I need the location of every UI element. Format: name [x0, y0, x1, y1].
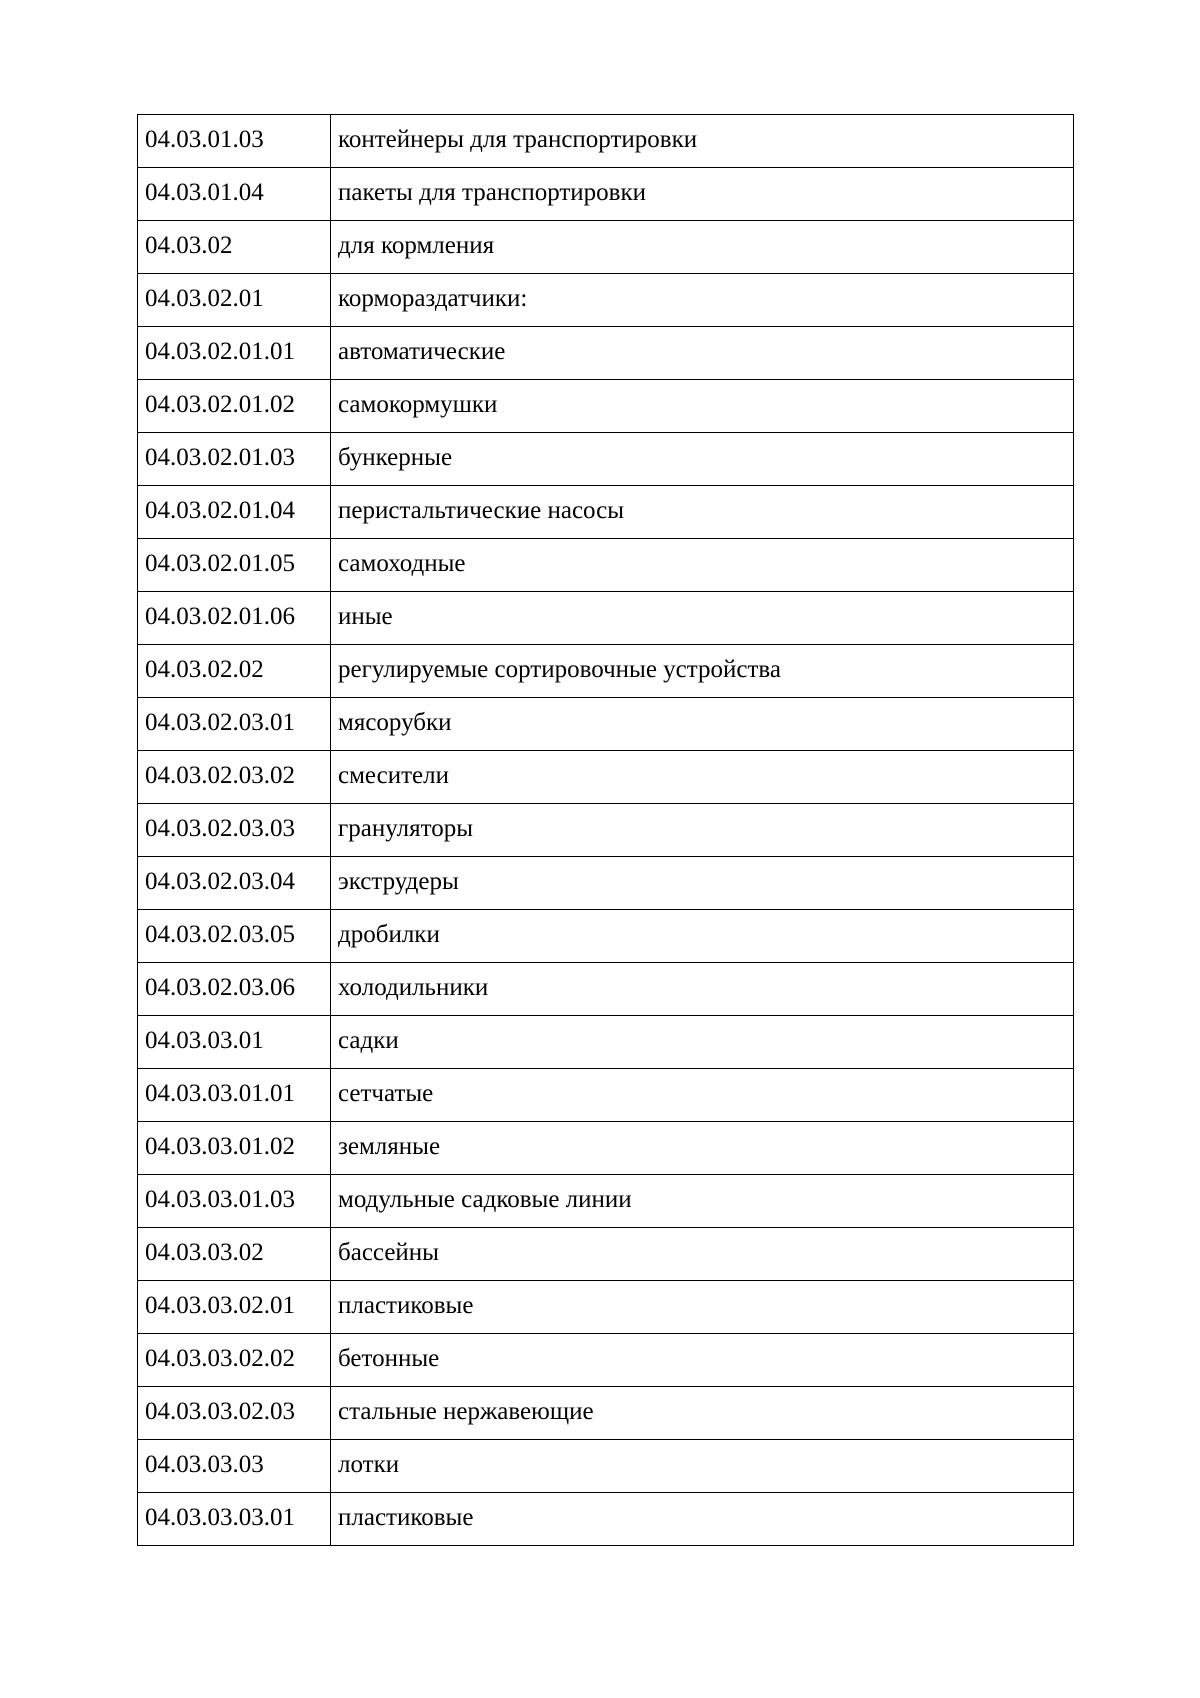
table-row — [138, 168, 1074, 221]
table-row — [138, 1069, 1074, 1122]
name-cell: садки — [331, 1016, 1074, 1069]
code-cell: 04.03.02.03.06 — [138, 963, 331, 1016]
name-cell: контейнеры для транспортировки — [331, 115, 1074, 168]
name-cell: экструдеры — [331, 857, 1074, 910]
table-row — [138, 804, 1074, 857]
code-cell: 04.03.02.03.02 — [138, 751, 331, 804]
table-row — [138, 327, 1074, 380]
name-cell: бетонные — [331, 1334, 1074, 1387]
code-cell: 04.03.03.03.01 — [138, 1493, 331, 1546]
table-row — [138, 539, 1074, 592]
name-cell: для кормления — [331, 221, 1074, 274]
code-cell: 04.03.02.01.01 — [138, 327, 331, 380]
table-row — [138, 645, 1074, 698]
name-cell: стальные нержавеющие — [331, 1387, 1074, 1440]
name-cell: бассейны — [331, 1228, 1074, 1281]
name-cell: сетчатые — [331, 1069, 1074, 1122]
table-row — [138, 1281, 1074, 1334]
code-cell: 04.03.03.02.01 — [138, 1281, 331, 1334]
code-cell: 04.03.02.01.06 — [138, 592, 331, 645]
code-cell: 04.03.02.01.02 — [138, 380, 331, 433]
name-cell: модульные садковые линии — [331, 1175, 1074, 1228]
code-cell: 04.03.02.01 — [138, 274, 331, 327]
classifier-table — [137, 114, 1074, 1546]
code-cell: 04.03.02.01.05 — [138, 539, 331, 592]
name-cell: дробилки — [331, 910, 1074, 963]
table-row — [138, 592, 1074, 645]
code-cell: 04.03.02.03.01 — [138, 698, 331, 751]
code-cell: 04.03.02.03.04 — [138, 857, 331, 910]
name-cell: самоходные — [331, 539, 1074, 592]
name-cell: перистальтические насосы — [331, 486, 1074, 539]
table-row — [138, 751, 1074, 804]
table-row — [138, 963, 1074, 1016]
table-row — [138, 1387, 1074, 1440]
code-cell: 04.03.03.01.02 — [138, 1122, 331, 1175]
name-cell: лотки — [331, 1440, 1074, 1493]
table-row — [138, 1122, 1074, 1175]
code-cell: 04.03.03.03 — [138, 1440, 331, 1493]
table-row — [138, 1228, 1074, 1281]
table-row — [138, 274, 1074, 327]
name-cell: пластиковые — [331, 1493, 1074, 1546]
table-row — [138, 380, 1074, 433]
name-cell: автоматические — [331, 327, 1074, 380]
table-row — [138, 1493, 1074, 1546]
code-cell: 04.03.02.01.03 — [138, 433, 331, 486]
table-row — [138, 115, 1074, 168]
table-row — [138, 486, 1074, 539]
code-cell: 04.03.02 — [138, 221, 331, 274]
table-row — [138, 1016, 1074, 1069]
table-row — [138, 221, 1074, 274]
table-row — [138, 698, 1074, 751]
classifier-table-body — [138, 115, 1074, 1546]
code-cell: 04.03.03.02.03 — [138, 1387, 331, 1440]
name-cell: земляные — [331, 1122, 1074, 1175]
name-cell: кормораздатчики: — [331, 274, 1074, 327]
code-cell: 04.03.03.02 — [138, 1228, 331, 1281]
table-row — [138, 1334, 1074, 1387]
name-cell: пакеты для транспортировки — [331, 168, 1074, 221]
code-cell: 04.03.03.01.03 — [138, 1175, 331, 1228]
code-cell: 04.03.03.01 — [138, 1016, 331, 1069]
name-cell: пластиковые — [331, 1281, 1074, 1334]
name-cell: регулируемые сортировочные устройства — [331, 645, 1074, 698]
table-row — [138, 433, 1074, 486]
code-cell: 04.03.02.01.04 — [138, 486, 331, 539]
code-cell: 04.03.01.04 — [138, 168, 331, 221]
code-cell: 04.03.01.03 — [138, 115, 331, 168]
name-cell: смесители — [331, 751, 1074, 804]
name-cell: бункерные — [331, 433, 1074, 486]
name-cell: холодильники — [331, 963, 1074, 1016]
name-cell: самокормушки — [331, 380, 1074, 433]
table-row — [138, 910, 1074, 963]
table-row — [138, 1440, 1074, 1493]
code-cell: 04.03.02.03.05 — [138, 910, 331, 963]
table-row — [138, 857, 1074, 910]
name-cell: иные — [331, 592, 1074, 645]
table-row — [138, 1175, 1074, 1228]
name-cell: грануляторы — [331, 804, 1074, 857]
name-cell: мясорубки — [331, 698, 1074, 751]
code-cell: 04.03.03.02.02 — [138, 1334, 331, 1387]
code-cell: 04.03.03.01.01 — [138, 1069, 331, 1122]
code-cell: 04.03.02.02 — [138, 645, 331, 698]
code-cell: 04.03.02.03.03 — [138, 804, 331, 857]
